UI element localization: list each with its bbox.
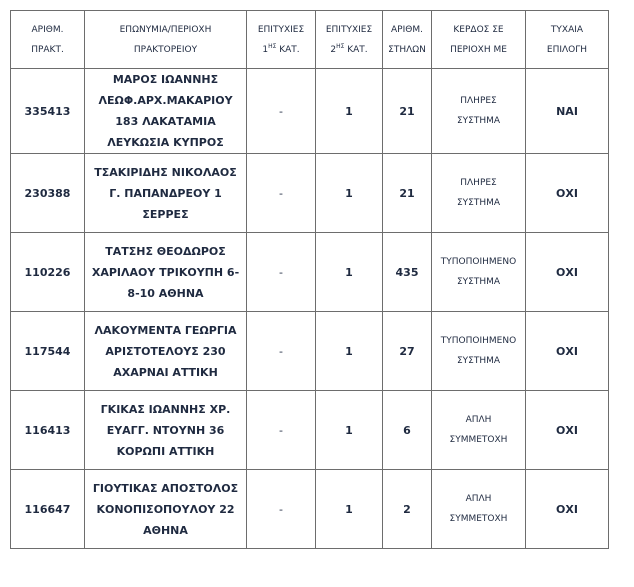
header-wins-second: ΕΠΙΤΥΧΙΕΣ $2^{H\Sigma}$ ΚΑΤ. <box>316 11 383 69</box>
columns-count: 21 <box>383 69 432 154</box>
random-pick: ΟΧΙ <box>526 470 609 549</box>
profit-type: ΤΥΠΟΠΟΙΗΜΕΝΟ ΣΥΣΤΗΜΑ <box>432 312 526 391</box>
columns-count: 21 <box>383 154 432 233</box>
practice-number: 110226 <box>11 233 85 312</box>
first-category-wins: - <box>247 233 316 312</box>
first-category-wins: - <box>247 470 316 549</box>
agency-name-address: ΤΑΤΣΗΣ ΘΕΟΔΩΡΟΣ ΧΑΡΙΛΑΟΥ ΤΡΙΚΟΥΠΗ 6- 8-10 ΑΘΗΝΑ <box>85 233 247 312</box>
agency-name-address: ΛΑΚΟΥΜΕΝΤΑ ΓΕΩΡΓΙΑ ΑΡΙΣΤΟΤΕΛΟΥΣ 230 ΑΧΑΡΝΑΙ ΑΤΤΙΚΗ <box>85 312 247 391</box>
agency-name-address: ΓΚΙΚΑΣ ΙΩΑΝΝΗΣ ΧΡ. ΕΥΑΓΓ. ΝΤΟΥΝΗ 36 ΚΟΡΩΠΙ ΑΤΤΙΚΗ <box>85 391 247 470</box>
results-table <box>10 10 609 549</box>
profit-type: ΤΥΠΟΠΟΙΗΜΕΝΟ ΣΥΣΤΗΜΑ <box>432 233 526 312</box>
first-category-wins: - <box>247 312 316 391</box>
random-pick: ΟΧΙ <box>526 154 609 233</box>
practice-number: 116647 <box>11 470 85 549</box>
table-row <box>11 154 609 233</box>
random-pick: ΟΧΙ <box>526 312 609 391</box>
practice-number: 230388 <box>11 154 85 233</box>
random-pick: ΟΧΙ <box>526 233 609 312</box>
header-random-pick: ΤΥΧΑΙΑ ΕΠΙΛΟΓΗ <box>526 11 609 69</box>
table-row <box>11 69 609 154</box>
practice-number: 116413 <box>11 391 85 470</box>
agency-name-address: ΤΣΑΚΙΡΙΔΗΣ ΝΙΚΟΛΑΟΣ Γ. ΠΑΠΑΝΔΡΕΟΥ 1 ΣΕΡΡΕΣ <box>85 154 247 233</box>
header-practice-no: ΑΡΙΘΜ. ΠΡΑΚΤ. <box>11 11 85 69</box>
second-category-wins: 1 <box>316 154 383 233</box>
columns-count: 27 <box>383 312 432 391</box>
header-profit-area: ΚΕΡΔΟΣ ΣΕ ΠΕΡΙΟΧΗ ΜΕ <box>432 11 526 69</box>
columns-count: 2 <box>383 470 432 549</box>
profit-type: ΑΠΛΗ ΣΥΜΜΕΤΟΧΗ <box>432 470 526 549</box>
first-category-wins: - <box>247 391 316 470</box>
profit-type: ΠΛΗΡΕΣ ΣΥΣΤΗΜΑ <box>432 69 526 154</box>
header-columns-no: ΑΡΙΘΜ. ΣΤΗΛΩΝ <box>383 11 432 69</box>
table-row <box>11 391 609 470</box>
random-pick: ΟΧΙ <box>526 391 609 470</box>
header-row <box>11 11 609 69</box>
random-pick: ΝΑΙ <box>526 69 609 154</box>
practice-number: 335413 <box>11 69 85 154</box>
second-category-wins: 1 <box>316 312 383 391</box>
table-row <box>11 233 609 312</box>
first-category-wins: - <box>247 154 316 233</box>
second-category-wins: 1 <box>316 391 383 470</box>
second-category-wins: 1 <box>316 470 383 549</box>
second-category-wins: 1 <box>316 233 383 312</box>
second-category-wins: 1 <box>316 69 383 154</box>
agency-name-address: ΜΑΡΟΣ ΙΩΑΝΝΗΣ ΛΕΩΦ.ΑΡΧ.ΜΑΚΑΡΙΟΥ 183 ΛΑΚΑΤΑΜΙΑ ΛΕΥΚΩΣΙΑ ΚΥΠΡΟΣ <box>85 69 247 154</box>
columns-count: 435 <box>383 233 432 312</box>
table-row <box>11 470 609 549</box>
practice-number: 117544 <box>11 312 85 391</box>
first-category-wins: - <box>247 69 316 154</box>
profit-type: ΠΛΗΡΕΣ ΣΥΣΤΗΜΑ <box>432 154 526 233</box>
agency-name-address: ΓΙΟΥΤΙΚΑΣ ΑΠΟΣΤΟΛΟΣ ΚΟΝΟΠΙΣΟΠΟΥΛΟΥ 22 ΑΘΗΝΑ <box>85 470 247 549</box>
header-wins-first: ΕΠΙΤΥΧΙΕΣ $1^{H\Sigma}$ ΚΑΤ. <box>247 11 316 69</box>
profit-type: ΑΠΛΗ ΣΥΜΜΕΤΟΧΗ <box>432 391 526 470</box>
table-row <box>11 312 609 391</box>
header-name-area: ΕΠΩΝΥΜΙΑ/ΠΕΡΙΟΧΗ ΠΡΑΚΤΟΡΕΙΟΥ <box>85 11 247 69</box>
columns-count: 6 <box>383 391 432 470</box>
